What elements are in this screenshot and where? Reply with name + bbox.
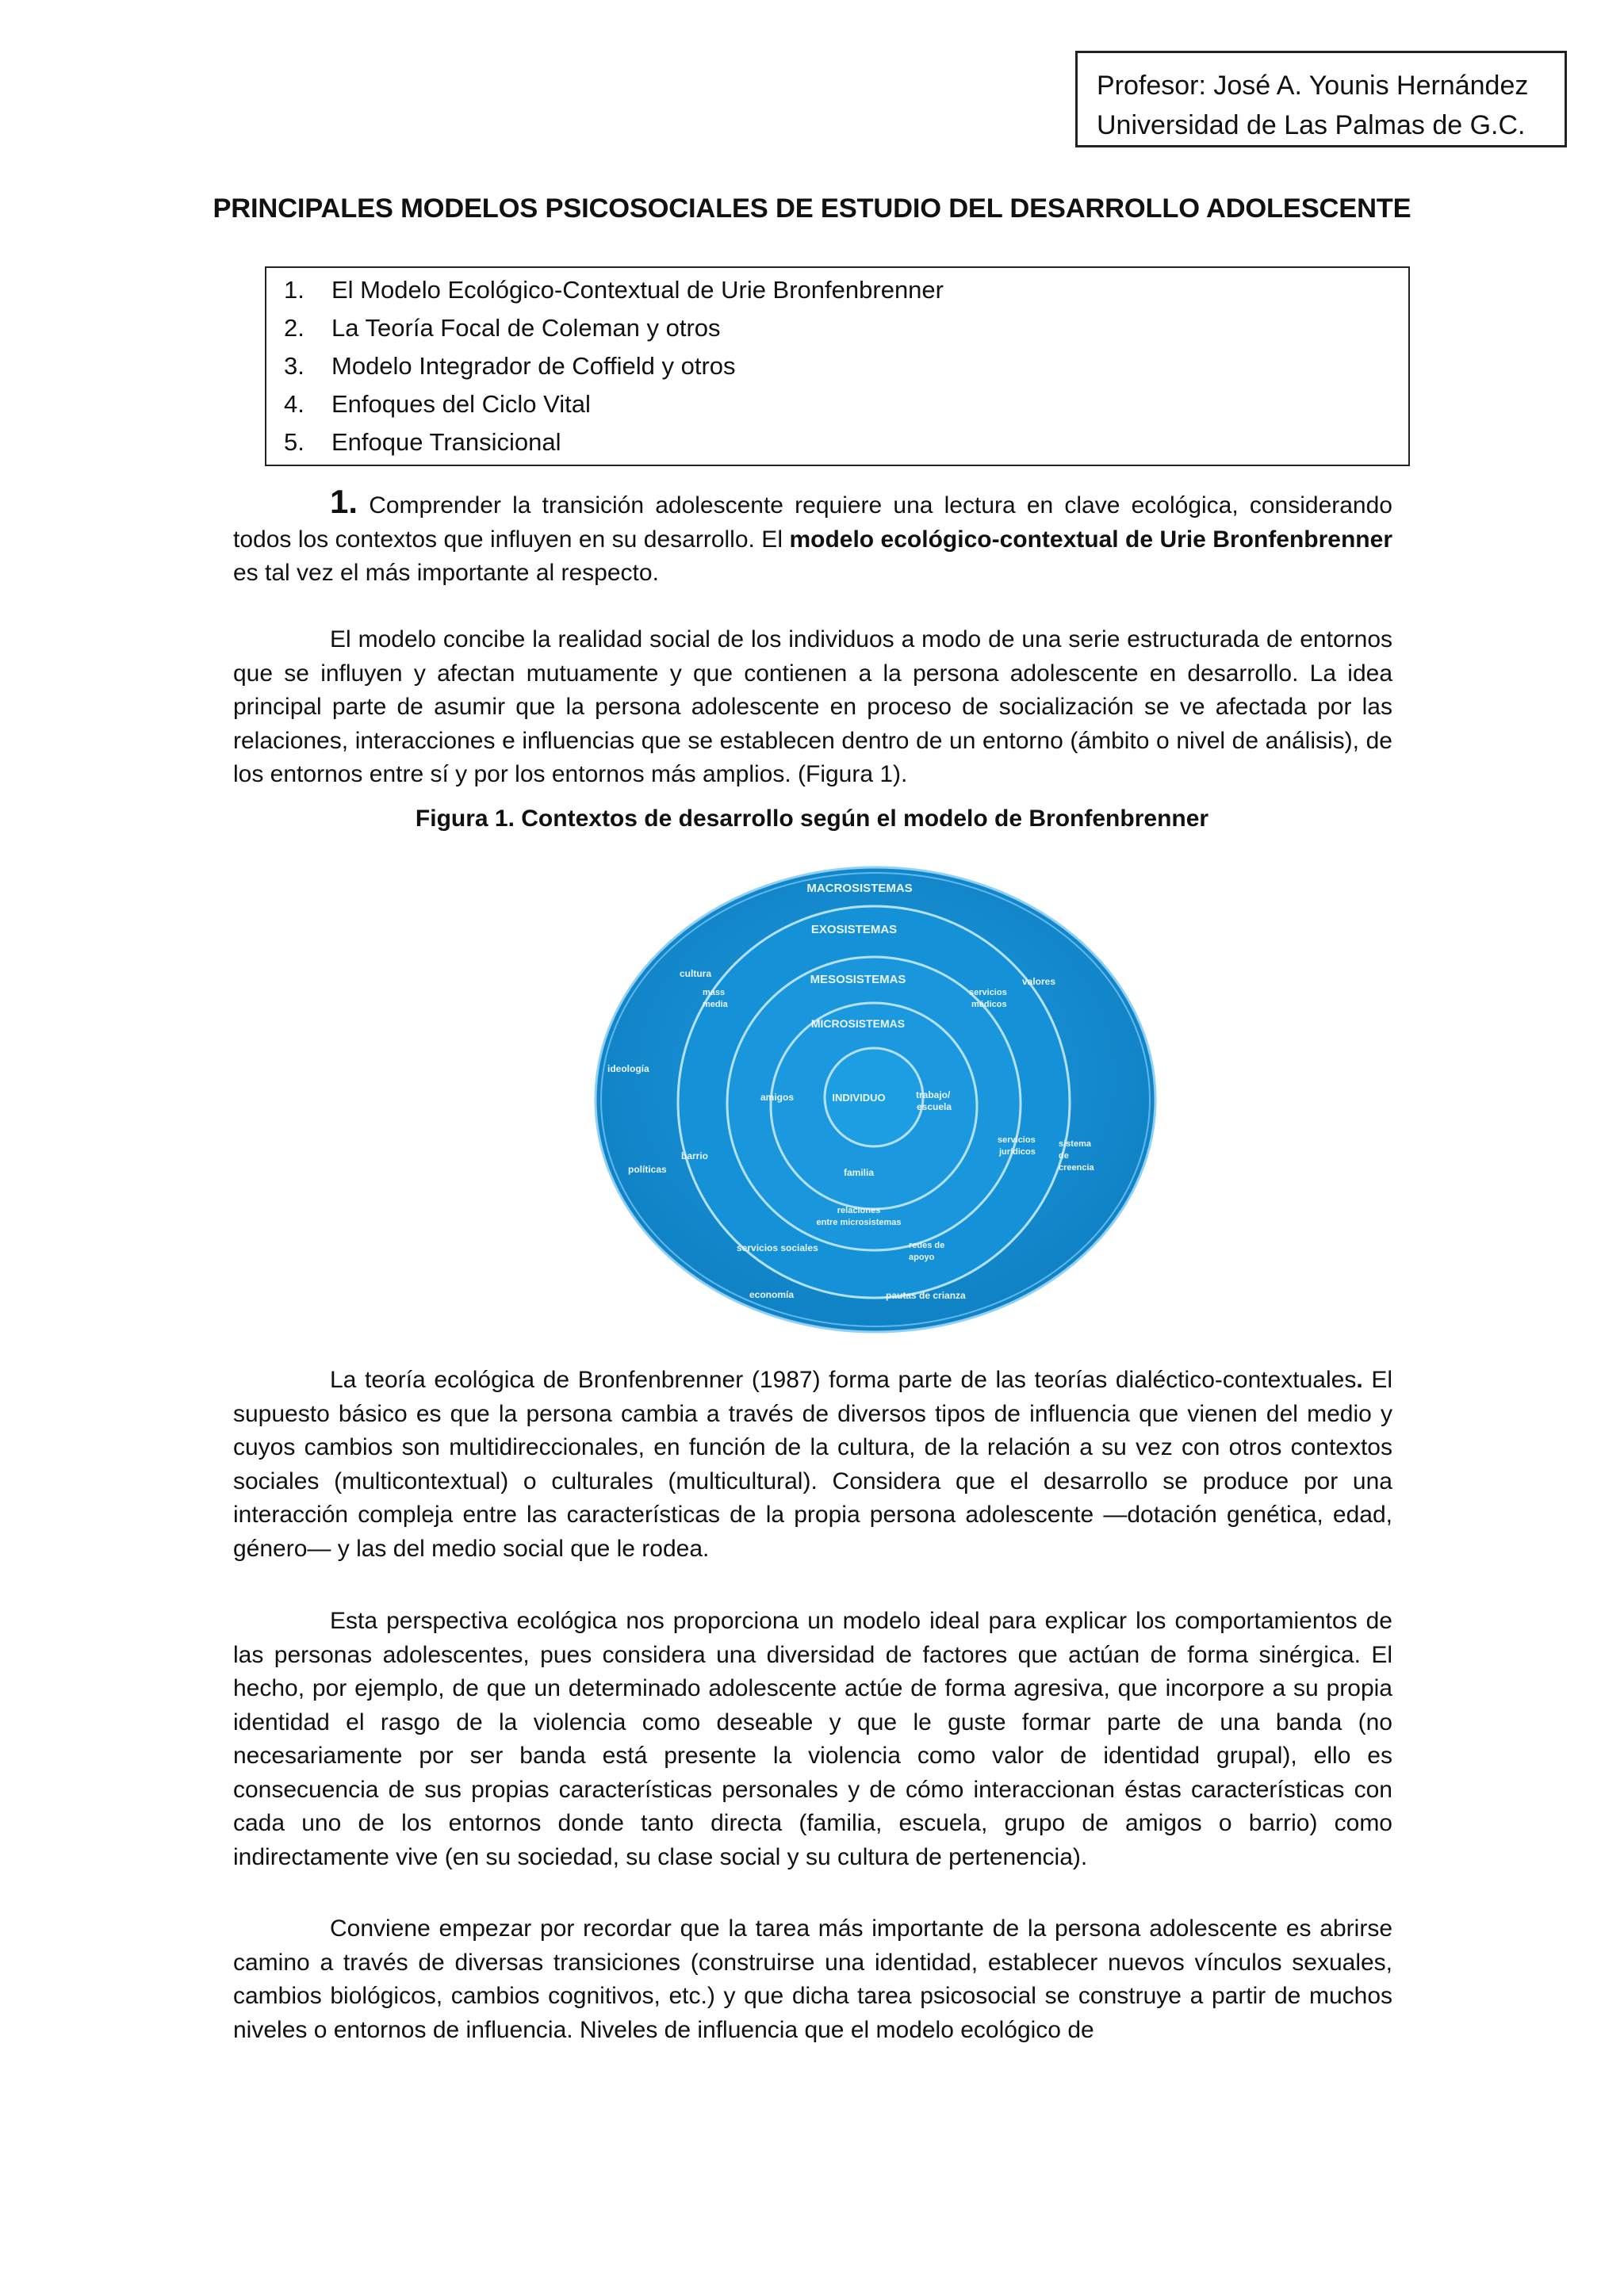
toc-item	[266, 309, 1408, 347]
toc-text: Enfoque Transicional	[331, 428, 561, 456]
label-macrosistemas: MACROSISTEMAS	[806, 882, 913, 895]
label-pautas-de-crianza: pautas de crianza	[886, 1290, 966, 1301]
toc-text: Modelo Integrador de Coffield y otros	[331, 352, 736, 380]
toc-item	[266, 385, 1408, 423]
toc-item	[266, 347, 1408, 385]
intro-text: Comprender la transición adolescente requiere una lectura en clave ecológica, considerando todos los contextos que influyen en su desarrollo. El	[233, 492, 1392, 553]
label-familia: familia	[843, 1167, 875, 1178]
label-trabajo: trabajo/	[916, 1089, 951, 1100]
toc-text: El Modelo Ecológico-Contextual de Urie Bronfenbrenner	[331, 276, 944, 304]
label-barrio: barrio	[681, 1150, 709, 1161]
intro-bold: modelo ecológico-contextual de Urie Bronfenbrenner	[789, 526, 1392, 553]
label-amigos: amigos	[760, 1092, 795, 1103]
toc-number: 2.	[284, 314, 304, 342]
label-relaciones: relaciones	[837, 1206, 881, 1215]
paragraph-transitions: Conviene empezar por recordar que la tarea más importante de la persona adolescente es abrirse camino a través de diversas transiciones (construirse una identidad, establecer nuevos vínculos sexuales, cambios biológicos, cambios cognitivos, etc.) y que dicha tarea psicosocial se construye a partir de muchos niveles o entornos de influencia. Niveles de influencia que el modelo ecológico de	[233, 1915, 1392, 2043]
label-servicios-medicos-1: servicios	[969, 988, 1007, 997]
paragraph-ecological-perspective: Esta perspectiva ecológica nos proporciona un modelo ideal para explicar los comportamientos de las personas adolescentes, pues considera una diversidad de factores que actúan de forma sinérgica. El hecho, por ejemplo, de que un determinado adolescente actúe de forma agresiva, que incorpore a su propia identidad el rasgo de la violencia como deseable y que le guste formar parte de una banda (no necesariamente por ser banda está presente la violencia como valor de identidad grupal), ello es consecuencia de sus propias características personales y de cómo interaccionan éstas características con cada uno de los entornos donde tanto directa (familia, escuela, grupo de amigos o barrio) como indirectamente vive (en su sociedad, su clase social y su cultura de pertenencia).	[233, 1608, 1392, 1870]
label-exosistemas: EXOSISTEMAS	[810, 923, 898, 936]
author-box	[1075, 51, 1567, 147]
toc-text: Enfoques del Ciclo Vital	[331, 390, 591, 418]
label-apoyo: apoyo	[909, 1253, 935, 1262]
label-sistema: sistema	[1059, 1139, 1091, 1149]
label-ideologia: ideología	[607, 1063, 649, 1074]
bronfenbrenner-diagram	[592, 864, 1159, 1336]
author-name: Profesor: José A. Younis Hernández	[1097, 71, 1529, 101]
label-economia: economía	[749, 1289, 795, 1300]
para3-dot: .	[1356, 1367, 1363, 1393]
figure-caption: Figura 1. Contextos de desarrollo según el modelo de Bronfenbrenner	[415, 806, 1209, 832]
label-politicas: políticas	[628, 1164, 667, 1175]
para3-text-rest: El supuesto básico es que la persona cambia a través de diversos tipos de influencia que vienen del medio y cuyos cambios son multidireccionales, en función de la cultura, de la relación a su vez con otros contextos sociales (multicontextual) o culturales (multicultural). Considera que el desarrollo se produce por una interacción compleja entre las características de la propia persona adolescente —dotación genética, edad, género— y las del medio social que le rodea.	[233, 1367, 1392, 1562]
para3-text: La teoría ecológica de Bronfenbrenner (1987) forma parte de las teorías dialéctico-contextuales	[330, 1367, 1357, 1393]
label-mesosistemas: MESOSISTEMAS	[810, 973, 906, 986]
toc-number: 4.	[284, 390, 304, 418]
toc-number: 5.	[284, 428, 304, 456]
label-microsistemas: MICROSISTEMAS	[810, 1017, 906, 1030]
label-media: media	[703, 1000, 728, 1009]
section-number: 1.	[330, 483, 358, 520]
label-valores: valores	[1022, 976, 1056, 987]
toc-number: 1.	[284, 276, 304, 304]
label-entre-microsistemas: entre microsistemas	[816, 1218, 902, 1227]
label-creencia: creencia	[1059, 1163, 1094, 1173]
toc-item	[266, 423, 1408, 461]
label-servicios-medicos-2: médicos	[971, 1000, 1007, 1009]
paragraph-ecological-theory	[233, 1364, 1392, 1566]
table-of-contents	[265, 266, 1410, 466]
document-title: PRINCIPALES MODELOS PSICOSOCIALES DE ESTUDIO DEL DESARROLLO ADOLESCENTE	[213, 193, 1411, 224]
intro-text-end: es tal vez el más importante al respecto.	[233, 560, 659, 586]
toc-item	[266, 271, 1408, 309]
label-cultura: cultura	[680, 968, 712, 979]
label-individuo: INDIVIDUO	[832, 1092, 886, 1104]
label-mass: mass	[703, 988, 726, 997]
label-escuela: escuela	[917, 1101, 952, 1112]
section1-intro	[233, 485, 1392, 591]
author-university: Universidad de Las Palmas de G.C.	[1097, 110, 1526, 140]
toc-text: La Teoría Focal de Coleman y otros	[331, 314, 721, 342]
label-de: de	[1059, 1151, 1069, 1161]
label-servicios-juridicos-1: servicios	[998, 1135, 1036, 1145]
label-servicios-juridicos-2: jurídicos	[999, 1147, 1036, 1157]
label-servicios-sociales: servicios sociales	[737, 1242, 818, 1253]
label-redes-de: redes de	[909, 1241, 945, 1250]
toc-number: 3.	[284, 352, 304, 380]
paragraph-model: El modelo concibe la realidad social de los individuos a modo de una serie estructurada de entornos que se influyen y afectan mutuamente y que contienen a la persona adolescente en desarrollo. La idea principal parte de asumir que la persona adolescente en proceso de socialización se ve afectada por las relaciones, interacciones e influencias que se establecen dentro de un entorno (ámbito o nivel de análisis), de los entornos entre sí y por los entornos más amplios. (Figura 1).	[233, 626, 1392, 787]
